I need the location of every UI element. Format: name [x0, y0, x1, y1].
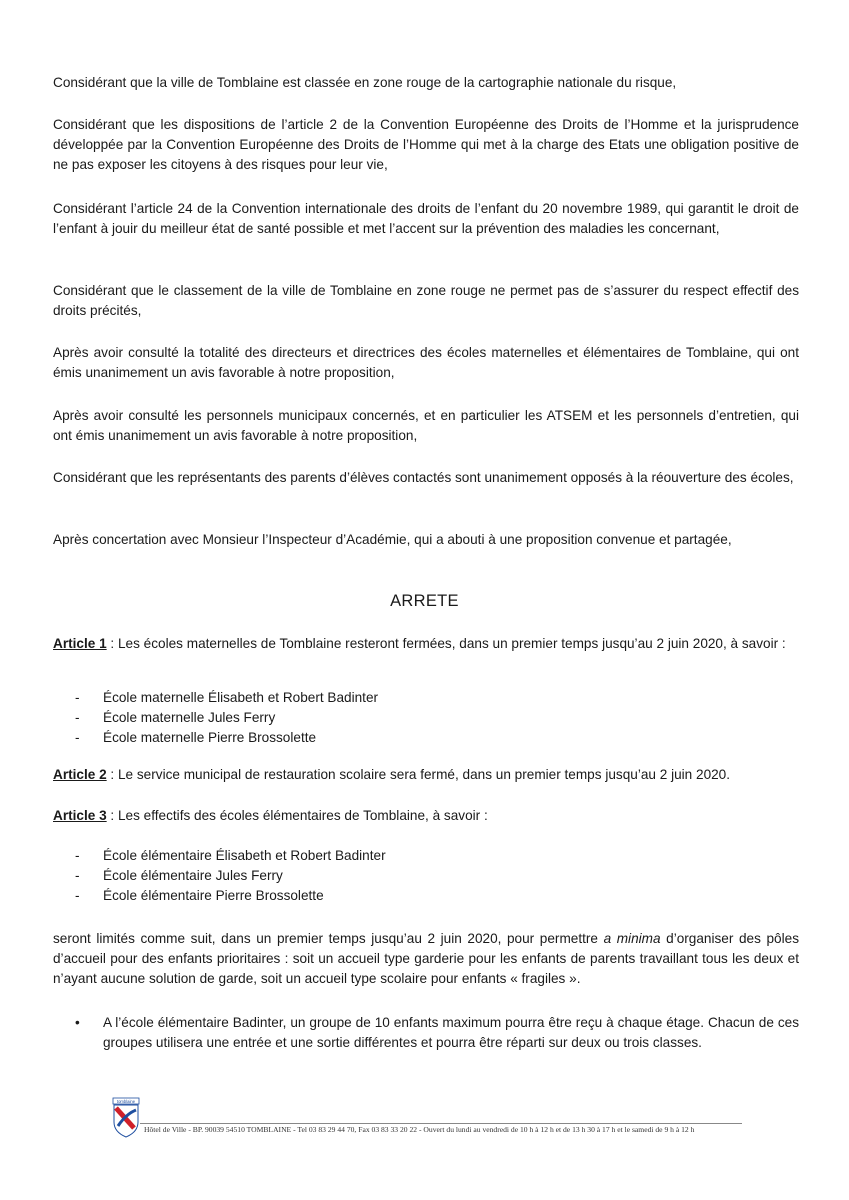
- continuation-text: seront limités comme suit, dans un premier temps jusqu’au 2 juin 2020, pour permettre: [53, 931, 604, 946]
- list-item-text: École maternelle Élisabeth et Robert Badinter: [103, 690, 379, 705]
- decree-title: ARRETE: [390, 592, 459, 610]
- town-logo-icon: [112, 1096, 140, 1138]
- article-1-school-list: [53, 688, 799, 748]
- consideration-paragraph: Après avoir consulté les personnels municipaux concernés, et en particulier les ATSEM et les personnels d’entretien, qui ont émis unanimement un avis favorable à notre proposition,: [53, 408, 799, 443]
- consideration-paragraph: Considérant que la ville de Tomblaine est classée en zone rouge de la cartographie nationale du risque,: [53, 75, 677, 90]
- dash-marker: -: [75, 690, 80, 705]
- footer-address: Hôtel de Ville - BP. 90039 54510 TOMBLAINE - Tel 03 83 29 44 70, Fax 03 83 33 20 22 - Ouvert du lundi au vendredi de 10 h à 12 h et de 13 h 30 à 17 h et le samedi de 9 h à 12 h: [144, 1125, 695, 1134]
- article-2: [53, 765, 799, 785]
- bullet-text: A l’école élémentaire Badinter, un groupe de 10 enfants maximum pourra être reçu à chaque étage. Chacun de ces groupes utilisera une entrée et une sortie différentes et pourra être réparti sur deux ou trois classes.: [103, 1015, 799, 1050]
- continuation-text: d’organiser des pôles d’accueil pour des enfants prioritaires : soit un accueil type garderie pour les enfants de parents travaillant tous les deux et n’ayant aucune solution de garde, soit un accueil type scolaire pour enfants « fragiles ».: [53, 931, 799, 986]
- bullet-item: [53, 1013, 799, 1053]
- list-item: [53, 846, 799, 866]
- list-item-text: École élémentaire Élisabeth et Robert Badinter: [103, 848, 386, 863]
- list-item: [53, 688, 799, 708]
- dash-marker: -: [75, 730, 80, 745]
- list-item: [53, 728, 799, 748]
- list-item-text: École élémentaire Jules Ferry: [103, 868, 283, 883]
- list-item: [53, 708, 799, 728]
- footer: [112, 1096, 742, 1140]
- list-item-text: École élémentaire Pierre Brossolette: [103, 888, 324, 903]
- consideration-paragraph: Considérant l’article 24 de la Convention internationale des droits de l’enfant du 20 novembre 1989, qui garantit le droit de l’enfant à jouir du meilleur état de santé possible et met l’accent sur la prévention des maladies les concernant,: [53, 201, 799, 236]
- list-item-text: École maternelle Jules Ferry: [103, 710, 276, 725]
- list-item: [53, 866, 799, 886]
- dash-marker: -: [75, 888, 80, 903]
- dash-marker: -: [75, 868, 80, 883]
- footer-rule: [140, 1123, 742, 1124]
- article-3-school-list: [53, 846, 799, 906]
- article-2-label: Article 2: [53, 767, 107, 782]
- list-item-text: École maternelle Pierre Brossolette: [103, 730, 317, 745]
- consideration-paragraph: Considérant que les dispositions de l’article 2 de la Convention Européenne des Droits de l’Homme et la jurisprudence développée par la Convention Européenne des Droits de l’Homme qui met à la charge des Etats une obligation positive de ne pas exposer les citoyens à des risques pour leur vie,: [53, 117, 799, 172]
- consideration-paragraph: Considérant que le classement de la ville de Tomblaine en zone rouge ne permet pas de s’assurer du respect effectif des droits précités,: [53, 283, 799, 318]
- consideration-paragraph: Après concertation avec Monsieur l’Inspecteur d’Académie, qui a abouti à une proposition convenue et partagée,: [53, 532, 732, 547]
- article-3-text: : Les effectifs des écoles élémentaires de Tomblaine, à savoir :: [106, 808, 488, 823]
- article-1-text: : Les écoles maternelles de Tomblaine resteront fermées, dans un premier temps jusqu’au 2 juin 2020, à savoir :: [106, 636, 786, 651]
- dash-marker: -: [75, 848, 80, 863]
- article-3-label: Article 3: [53, 808, 107, 823]
- logo-lettering: tomblaine: [116, 1098, 136, 1104]
- article-2-text: : Le service municipal de restauration scolaire sera fermé, dans un premier temps jusqu’au 2 juin 2020.: [106, 767, 731, 782]
- continuation-italic: a minima: [603, 931, 661, 946]
- dash-marker: -: [75, 710, 80, 725]
- consideration-paragraph: Considérant que les représentants des parents d’élèves contactés sont unanimement opposés à la réouverture des écoles,: [53, 470, 794, 485]
- bullet-marker: •: [75, 1015, 80, 1030]
- consideration-paragraph: Après avoir consulté la totalité des directeurs et directrices des écoles maternelles et élémentaires de Tomblaine, qui ont émis unanimement un avis favorable à notre proposition,: [53, 345, 799, 380]
- article-1-label: Article 1: [53, 636, 107, 651]
- article-1: [53, 634, 799, 654]
- article-3: [53, 806, 799, 826]
- article-3-continuation: [53, 929, 799, 989]
- list-item: [53, 886, 799, 906]
